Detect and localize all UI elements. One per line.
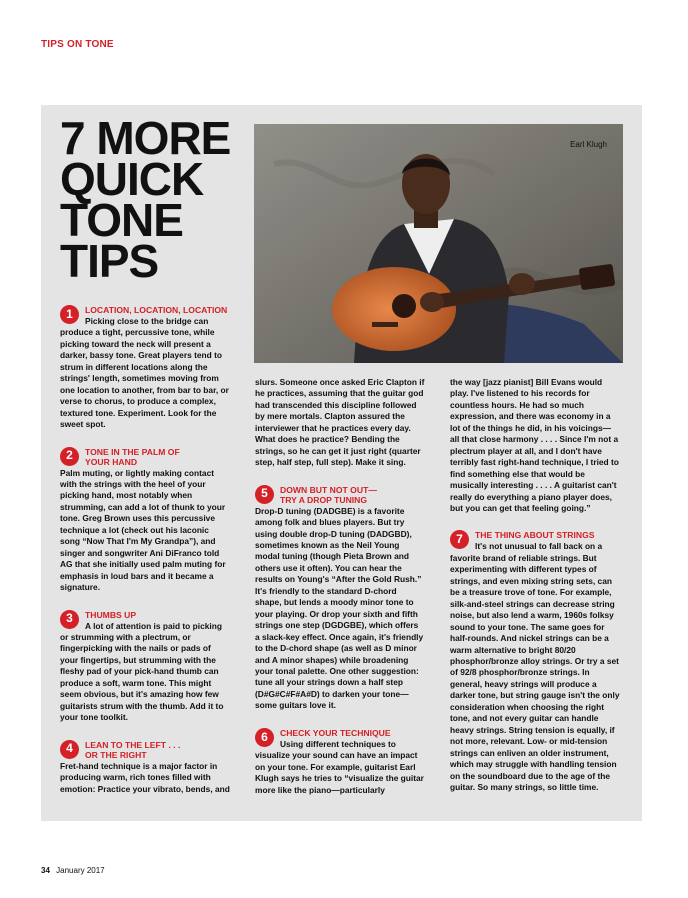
- tip-number-badge: 2: [60, 447, 79, 466]
- tip-title: LEAN TO THE LEFT . . . OR THE RIGHT: [85, 739, 181, 760]
- tip-title: THUMBS UP: [85, 609, 137, 620]
- column-2: [255, 377, 425, 812]
- tip-title: THE THING ABOUT STRINGS: [475, 530, 595, 541]
- photo-illustration: [254, 124, 623, 363]
- headline-line: TIPS: [60, 235, 159, 287]
- tip-body: Palm muting, or lightly making contact with the strings with the heel of your picking hand, most notably when strumming, can add a lot of thunk to your tone. Greg Brown uses this percussive technique a lot (check out his laconic song “Now That I'm My Grandpa”), and singer and songwriter Ani DiFranco told AG that she initially used palm muting for emphasis in loud bars and it became a signature.: [60, 467, 226, 593]
- column-1: [60, 305, 230, 811]
- headline-line: TONE: [60, 194, 183, 246]
- photo-caption: Earl Klugh: [570, 140, 607, 149]
- tip-4: [60, 740, 230, 795]
- tip-body: Fret-hand technique is a major factor in producing warm, rich tones filled with emotion: Practice your vibrato, bends, and: [60, 760, 230, 794]
- tip-title: CHECK YOUR TECHNIQUE: [280, 727, 391, 738]
- headline: [60, 112, 250, 287]
- tip-7: [450, 530, 620, 793]
- tip-title: TONE IN THE PALM OF YOUR HAND: [85, 446, 180, 467]
- headline-line: 7 MORE: [60, 112, 231, 164]
- tip-body: A lot of attention is paid to picking or strumming with a plectrum, or fingerpicking with the nails or pads of your fingertips, but strumming with the fleshy pad of your pick-hand thumb can produce a soft, warm tone. This might seem obvious, but it's amazing how few guitarists strum with the thumb. Add it to your tone toolkit.: [60, 620, 224, 723]
- issue-date: January 2017: [56, 866, 105, 875]
- tip-body-continued: the way [jazz pianist] Bill Evans would play. I've listened to his records for countless hours. He had so much expression, and there was economy in a lot of the things he did, in his voicings—all that close harmony . . . . Since I'm not a plectrum player at all, and I don't have terribly fast right-hand technique, I tried to find something else that would be musically interesting . . . . A guitarist can't really do everything a piano player does, but you can get that feeling going.”: [450, 377, 619, 513]
- tip-1: [60, 305, 230, 431]
- tip-6: [255, 728, 425, 796]
- column-3: [450, 377, 620, 809]
- section-label: TIPS ON TONE: [41, 39, 114, 50]
- tip-6-continued: [450, 377, 620, 514]
- tip-number-badge: 7: [450, 530, 469, 549]
- tip-title: DOWN BUT NOT OUT— TRY A DROP TUNING: [280, 484, 377, 505]
- photo-guitarist: [254, 124, 623, 363]
- tip-number-badge: 1: [60, 305, 79, 324]
- tip-body: It's not unusual to fall back on a favorite brand of reliable strings. But experimenting with different types of strings, and even mixing string sets, can be a treasure trove of tone. For example, silk-and-steel strings can decrease string noise, but also lend a warm, 1960s folksy sound to your tone. The same goes for half-rounds. And nickel strings can be a warm alternative to bright 80/20 phosphor/bronze alloy strings. Or try a set of 92/8 phosphor/bronze strings. In general, heavy strings will produce a darker tone, but string gauge isn't the only consideration when choosing the right tone, and not every guitar can handle heavy strings. String tension is equally, if not more, relevant. Low- or mid-tension strings can enliven an older instrument, which may struggle with handling tension on the soundboard due to the age of the guitar. So many strings, so little time.: [450, 541, 620, 792]
- tip-body: Using different techniques to visualize your sound can have an impact on your tone. For example, guitarist Earl Klugh says he tries to “visualize the guitar more like the piano—particularly: [255, 738, 424, 795]
- page-number: 34: [41, 866, 50, 875]
- tip-body: Drop-D tuning (DADGBE) is a favorite among folk and blues players. But try using double drop-D tuning (DADGBD), sometimes known as the Neil Young modal tuning (though Pieta Brown and others use it often). You can hear the results on Young's “After the Gold Rush.” It's friendly to the standard D-chord shape, but lends a moody minor tone to your playing. Or drop your sixth and fifth strings one step (DGDGBE), which offers a slack-key effect. Once again, it's friendly to the D-chord shape (as well as D minor and A minor shapes) while broadening your tonal palette. One other suggestion: tune all your strings down a half step (D#G#C#F#A#D) to darken your tone—some guitars love it.: [255, 505, 424, 711]
- tip-number-badge: 3: [60, 610, 79, 629]
- tip-4-continued: [255, 377, 425, 469]
- tip-3: [60, 610, 230, 724]
- tip-5: [255, 485, 425, 712]
- tip-number-badge: 4: [60, 740, 79, 759]
- page-folio: [41, 866, 105, 875]
- tip-title: LOCATION, LOCATION, LOCATION: [85, 305, 228, 315]
- tip-body-continued: slurs. Someone once asked Eric Clapton if he practices, assuming that the guitar god had transcended this discipline followed by mere mortals. Clapton assured the interviewer that he practices every day. What does he practice? Bending the strings, so he can get it just right (quarter step, half step, full step). Make it sing.: [255, 377, 425, 468]
- headline-line: QUICK: [60, 153, 204, 205]
- tip-number-badge: 6: [255, 728, 274, 747]
- tip-number-badge: 5: [255, 485, 274, 504]
- tip-2: [60, 447, 230, 594]
- tip-body: Picking close to the bridge can produce a tight, percussive tone, while picking toward the neck will present a darker, bassy tone. Great players tend to strum in different locations along the strings' length, sometimes moving from one location to another, from bar to bar, or verse to chorus, to produce a complex, textured tone. Experiment. Look for the sweet spot.: [60, 316, 229, 430]
